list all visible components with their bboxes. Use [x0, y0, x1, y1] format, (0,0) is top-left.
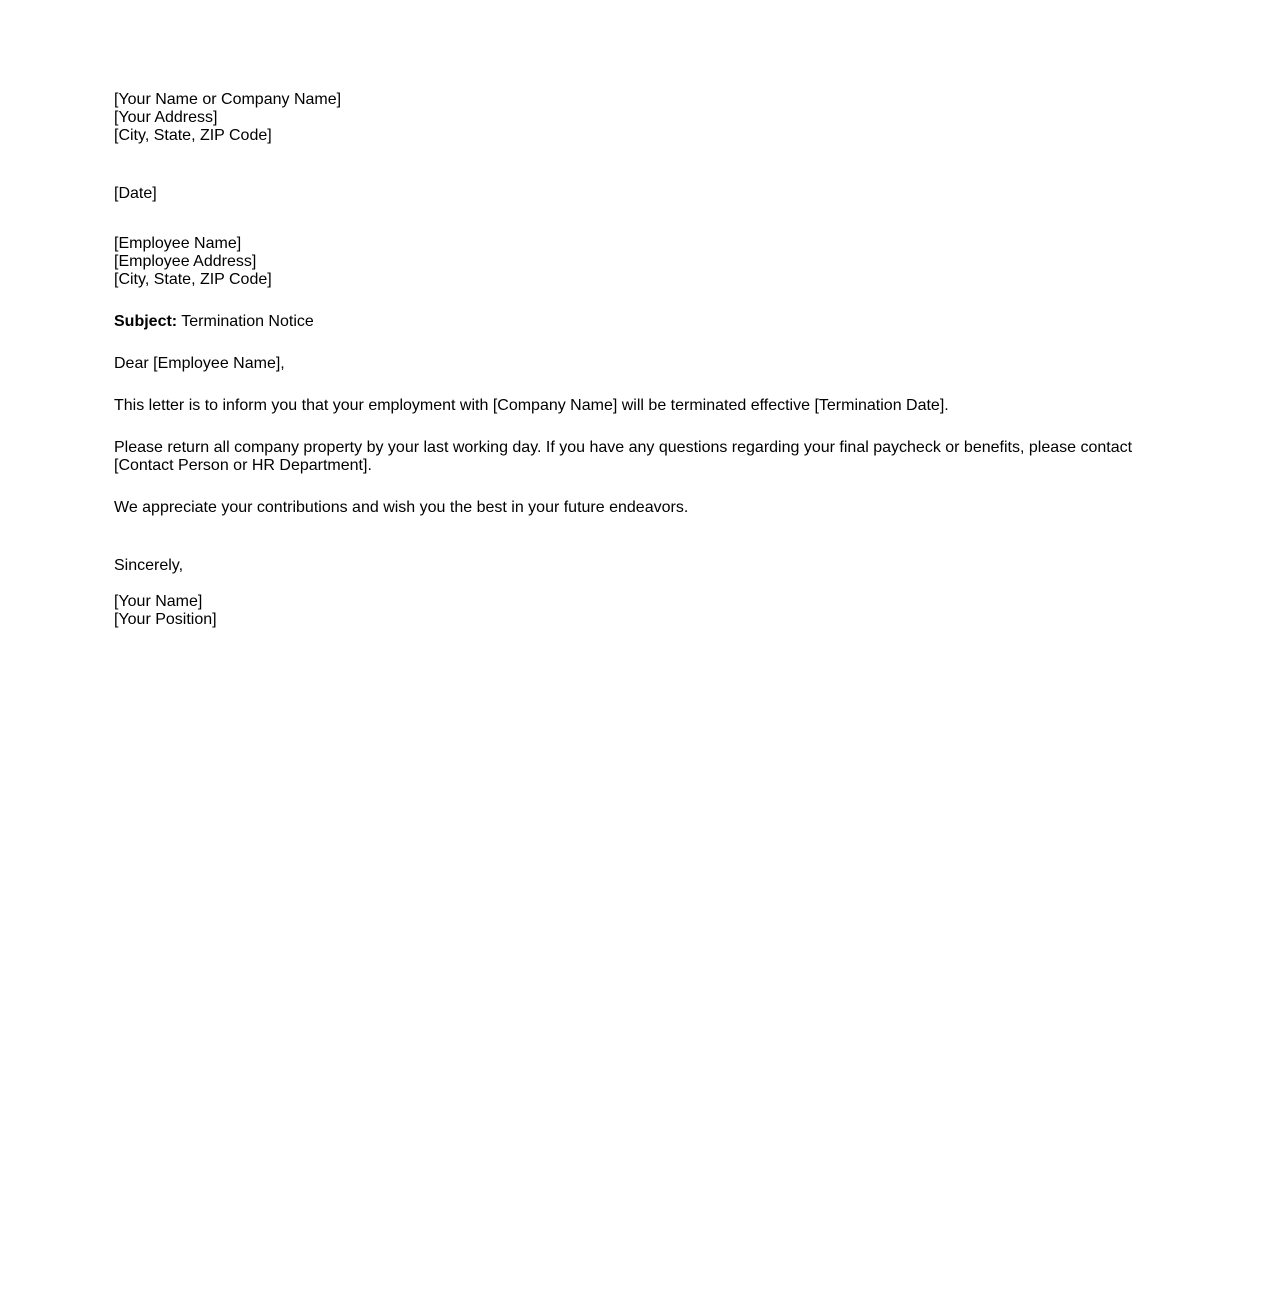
- signature-position: [Your Position]: [114, 611, 217, 628]
- paragraph-text: Please return all company property by your last working day. If you have any questions regarding your final paycheck or benefits, please contact [Contact Person or HR Department].: [114, 439, 1133, 474]
- letter-document: [114, 91, 1154, 629]
- subject-label: Subject:: [114, 313, 178, 330]
- subject-value: Termination Notice: [181, 313, 314, 330]
- sender-address: [Your Address]: [114, 109, 218, 126]
- recipient-address: [Employee Address]: [114, 253, 257, 270]
- signature-block: [114, 593, 1154, 629]
- sender-name: [Your Name or Company Name]: [114, 91, 342, 108]
- closing-text: Sincerely,: [114, 557, 184, 574]
- recipient-name: [Employee Name]: [114, 235, 242, 252]
- body-paragraph-2: [114, 439, 1154, 475]
- subject-line: [114, 313, 1154, 331]
- paragraph-text: This letter is to inform you that your employment with [Company Name] will be terminated effective [Termination Date].: [114, 397, 949, 414]
- salutation-text: Dear [Employee Name],: [114, 355, 285, 372]
- letter-date-block: [114, 185, 1154, 203]
- closing: [114, 557, 1154, 575]
- recipient-city-state-zip: [City, State, ZIP Code]: [114, 271, 272, 288]
- body-paragraph-3: [114, 499, 1154, 517]
- recipient-address-block: [114, 235, 1154, 289]
- letter-date: [Date]: [114, 185, 157, 202]
- sender-city-state-zip: [City, State, ZIP Code]: [114, 127, 272, 144]
- sender-address-block: [114, 91, 1154, 145]
- signature-name: [Your Name]: [114, 593, 203, 610]
- body-paragraph-1: [114, 397, 1154, 415]
- paragraph-text: We appreciate your contributions and wish you the best in your future endeavors.: [114, 499, 689, 516]
- salutation: [114, 355, 1154, 373]
